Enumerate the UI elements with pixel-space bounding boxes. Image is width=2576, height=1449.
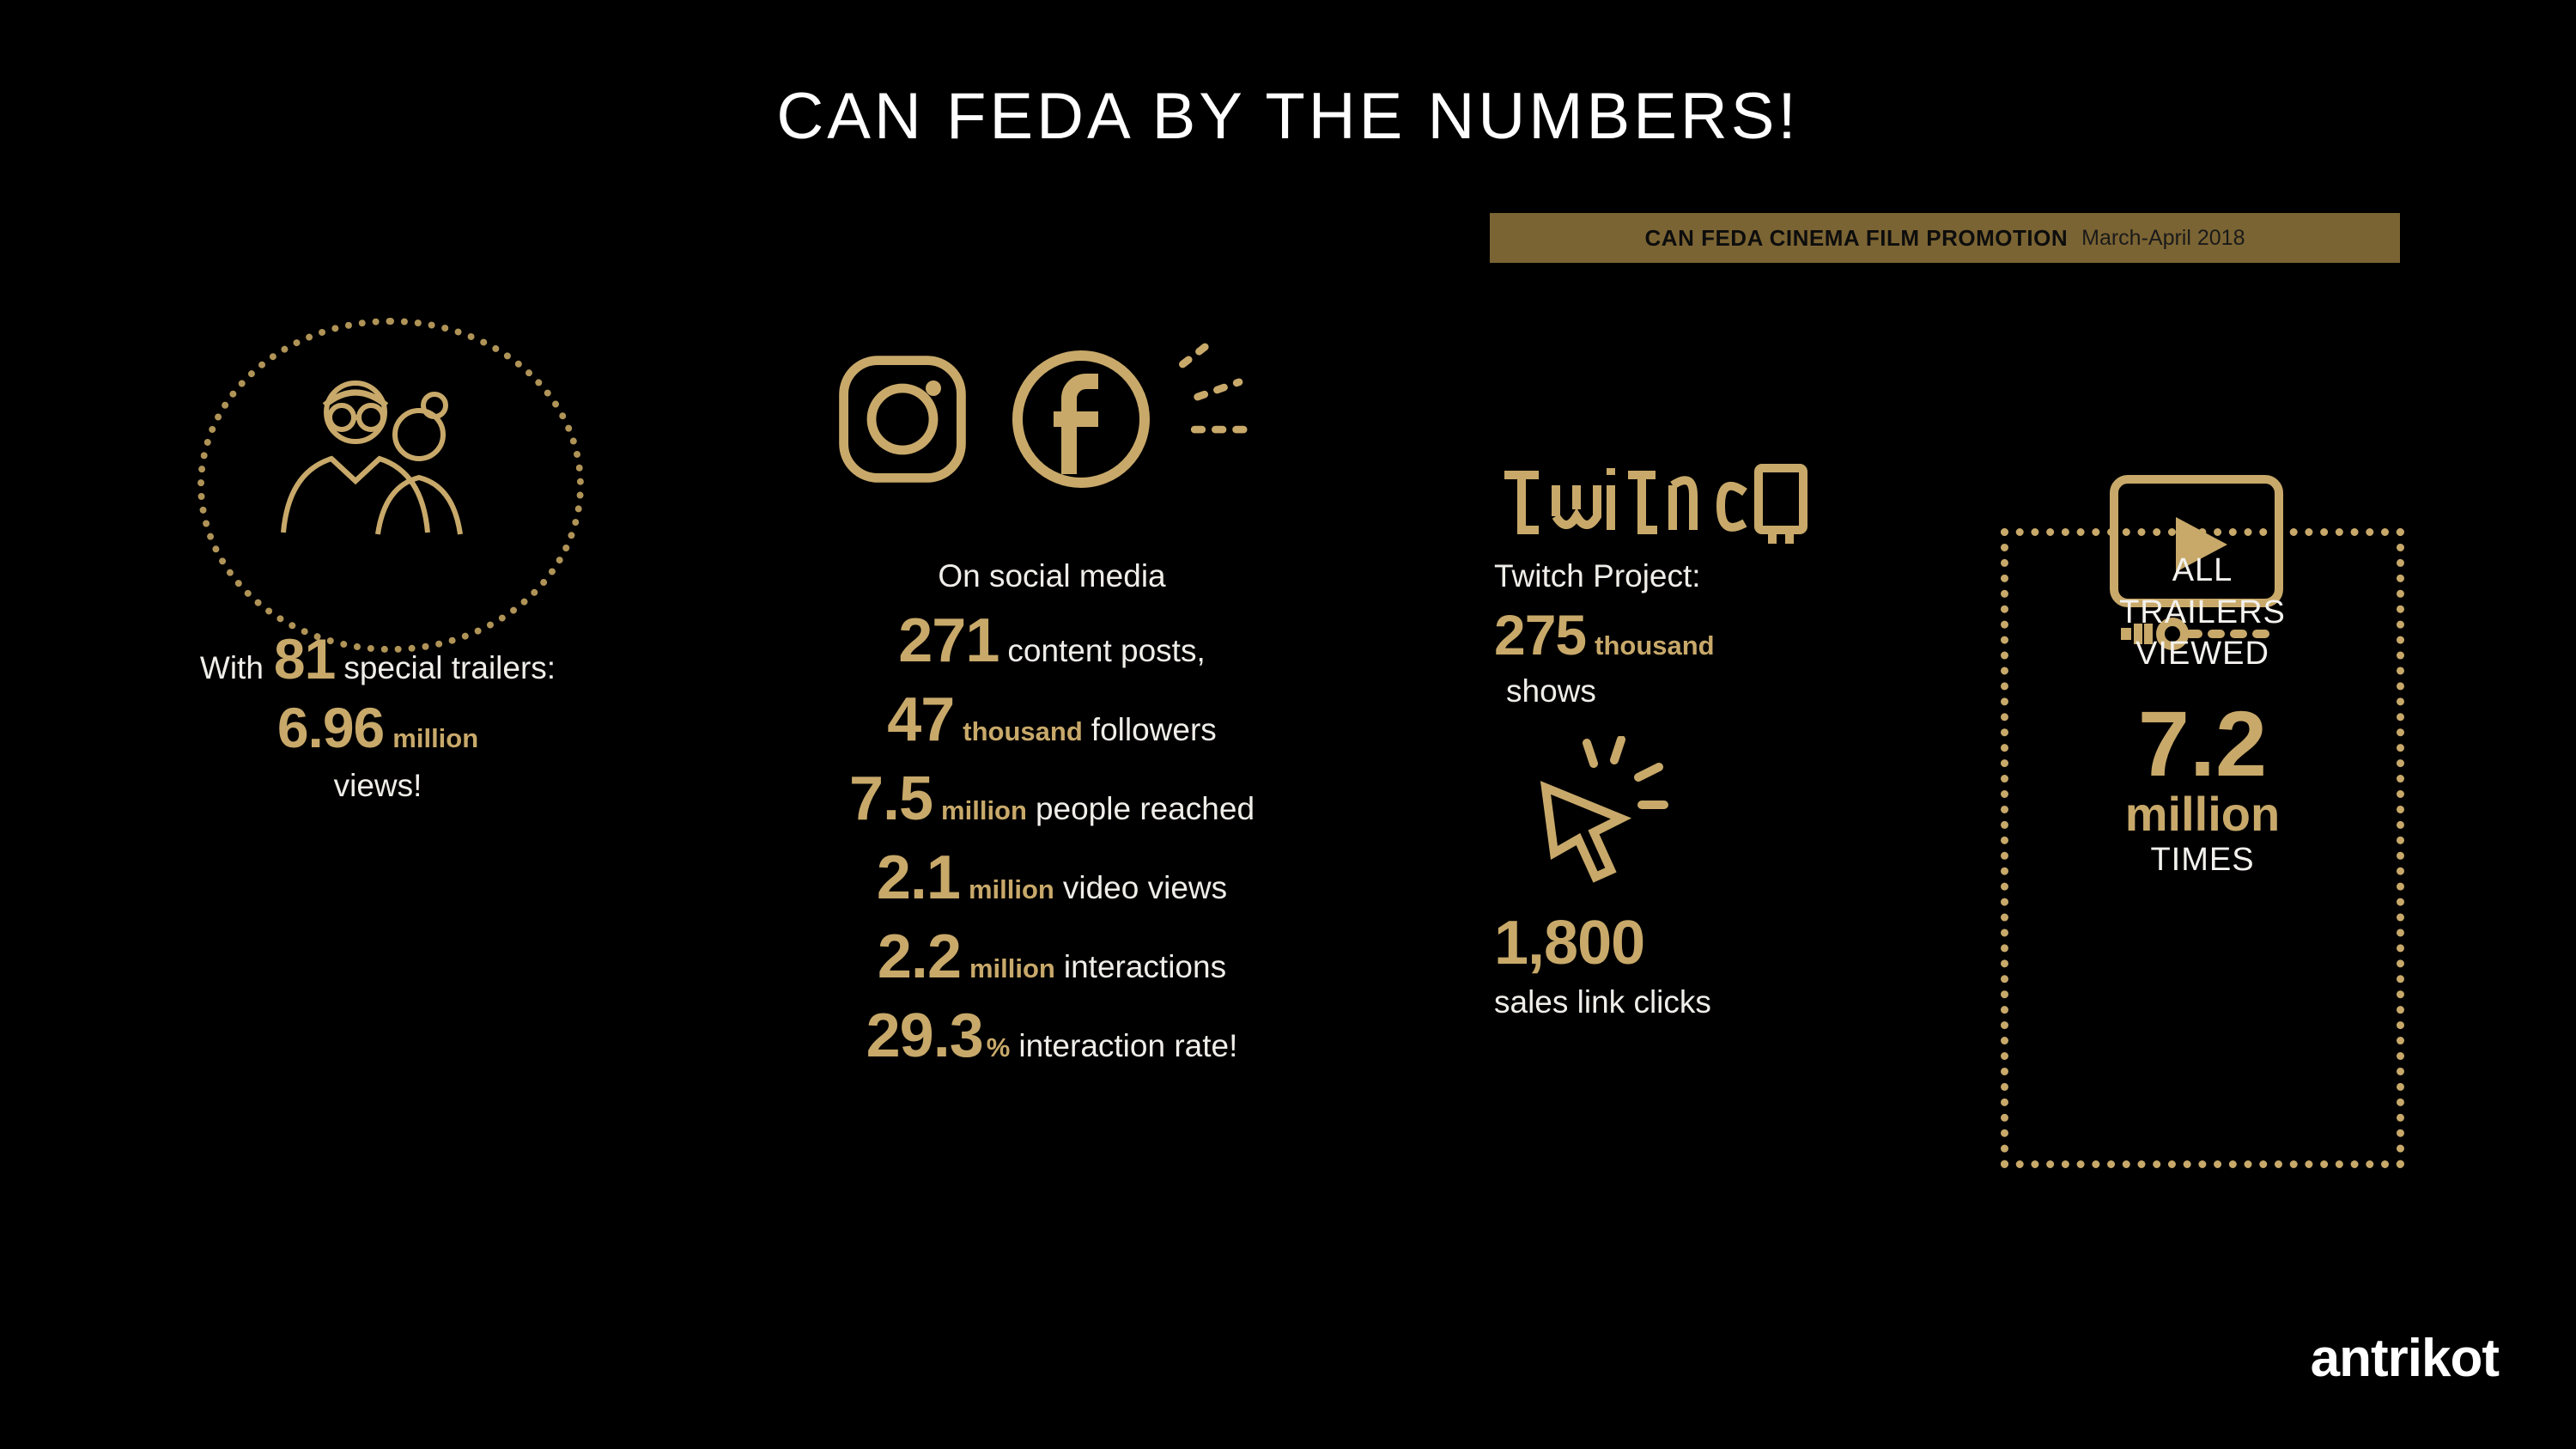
- twitch-shows-unit: thousand: [1595, 630, 1715, 661]
- stat-group-trailers: [129, 292, 627, 804]
- twitch-heading: Twitch Project:: [1494, 558, 1701, 594]
- trailers-label: special trailers:: [343, 650, 556, 685]
- stat-group-social: [713, 283, 1391, 1084]
- social-row-number: 2.2: [877, 922, 961, 991]
- views-caps-line-2: TRAILERS: [2119, 594, 2286, 630]
- facebook-icon: [995, 333, 1167, 509]
- social-row: [713, 764, 1391, 833]
- social-row-number: 29.3: [866, 1002, 983, 1070]
- social-heading: On social media: [938, 558, 1166, 594]
- twitch-shows-label: shows: [1506, 673, 1596, 709]
- views-text-block: [2001, 550, 2404, 879]
- subtitle-badge: [1490, 213, 2400, 263]
- social-row: [713, 843, 1391, 912]
- views-unit: million: [2124, 786, 2281, 841]
- stat-group-twitch: [1494, 447, 1941, 1020]
- views-number: 7.2: [2137, 691, 2268, 795]
- trailers-count: 81: [273, 627, 336, 691]
- cursor-click-icon: [1494, 732, 1941, 912]
- people-icon: [129, 292, 627, 627]
- social-row: [713, 685, 1391, 754]
- social-row: [713, 1002, 1391, 1070]
- views-times-label: TIMES: [2150, 841, 2255, 878]
- trailers-line-2: [129, 696, 627, 759]
- views-caps-line-3: VIEWED: [2136, 636, 2269, 673]
- page-title: CAN FEDA BY THE NUMBERS!: [776, 80, 1800, 153]
- sales-clicks-row: [1494, 909, 1941, 977]
- social-row-label: interaction rate!: [1018, 1028, 1238, 1063]
- twitch-shows-number: 275: [1494, 603, 1587, 667]
- social-row-number: 271: [898, 606, 999, 675]
- social-row: [713, 606, 1391, 675]
- social-row-label: content posts,: [1007, 633, 1206, 668]
- social-row-label: followers: [1091, 712, 1217, 747]
- social-row-label: interactions: [1063, 949, 1227, 984]
- social-row-unit: million: [968, 874, 1054, 904]
- social-row-number: 2.1: [876, 843, 960, 912]
- social-row-unit: thousand: [963, 716, 1083, 746]
- brand-logo: antrikot: [2310, 1329, 2499, 1388]
- social-row-unit: million: [941, 795, 1027, 825]
- sparkle-decoration: [1167, 338, 1279, 505]
- social-lines: [713, 606, 1391, 1070]
- social-row: [713, 922, 1391, 991]
- sales-clicks-label: sales link clicks: [1494, 984, 1711, 1020]
- twitch-logo-icon: [1494, 447, 1941, 558]
- trailers-line-1: [129, 627, 627, 691]
- trailers-lines: [129, 627, 627, 804]
- social-row-unit: %: [986, 1032, 1011, 1062]
- social-row-number: 7.5: [848, 764, 933, 833]
- social-row-number: 47: [887, 685, 955, 754]
- social-row-unit: million: [969, 953, 1055, 983]
- social-row-label: people reached: [1035, 791, 1255, 826]
- subtitle-badge-date: March-April 2018: [2081, 225, 2245, 250]
- trailer-views-label: views!: [333, 768, 422, 803]
- sales-clicks-number: 1,800: [1494, 909, 1645, 977]
- trailers-prefix: With: [199, 650, 264, 685]
- twitch-shows-row: [1494, 603, 1941, 667]
- social-row-label: video views: [1062, 870, 1228, 905]
- instagram-icon: [825, 342, 980, 501]
- trailer-views-number: 6.96: [276, 696, 385, 759]
- trailer-views-unit: million: [392, 723, 479, 753]
- views-caps-line-1: ALL: [2172, 552, 2233, 588]
- subtitle-badge-strong: CAN FEDA CINEMA FILM PROMOTION: [1644, 224, 2069, 251]
